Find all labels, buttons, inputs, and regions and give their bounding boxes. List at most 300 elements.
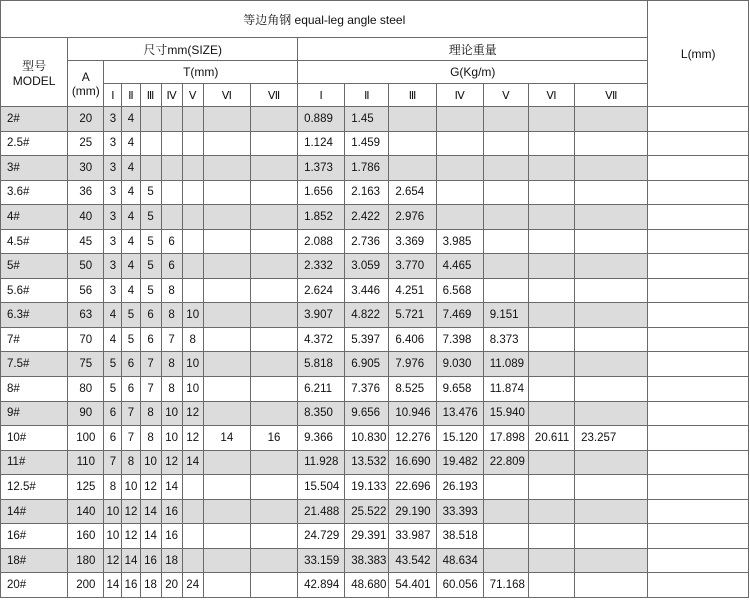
g-cell [575,254,648,279]
model-cell: 10# [1,426,68,451]
g-cell: 2.654 [389,180,436,205]
t-cell [182,156,203,181]
t-cell [182,107,203,132]
t-col-header-4: Ⅳ [161,84,182,107]
g-cell [483,278,528,303]
length-cell [648,352,749,377]
t-cell: 12 [140,475,161,500]
model-header-en: MODEL [12,73,56,88]
t-cell [182,524,203,549]
length-cell [648,254,749,279]
t-cell [203,156,250,181]
g-cell [528,107,574,132]
g-col-header-3: Ⅲ [389,84,436,107]
t-cell: 8 [140,401,161,426]
g-cell: 33.159 [298,548,345,573]
g-col-header-1: Ⅰ [298,84,345,107]
g-cell: 6.905 [345,352,389,377]
t-cell [250,254,297,279]
t-cell [161,131,182,156]
t-cell: 5 [140,205,161,230]
t-cell [203,303,250,328]
g-cell [528,352,574,377]
t-cell [203,254,250,279]
g-cell [575,401,648,426]
a-cell: 45 [68,229,104,254]
g-cell [436,131,483,156]
t-cell: 14 [122,548,140,573]
g-cell: 11.089 [483,352,528,377]
a-cell: 63 [68,303,104,328]
g-cell [575,327,648,352]
t-cell [203,548,250,573]
g-cell: 29.391 [345,524,389,549]
g-cell: 26.193 [436,475,483,500]
a-cell: 90 [68,401,104,426]
t-cell [250,303,297,328]
g-col-header-2: Ⅱ [345,84,389,107]
t-cell [250,352,297,377]
g-cell: 9.151 [483,303,528,328]
model-cell: 5.6# [1,278,68,303]
model-cell: 3.6# [1,180,68,205]
length-cell [648,450,749,475]
t-cell [203,499,250,524]
model-cell: 7# [1,327,68,352]
g-cell [575,499,648,524]
g-cell: 5.721 [389,303,436,328]
g-cell: 22.696 [389,475,436,500]
t-cell [182,205,203,230]
g-cell: 4.822 [345,303,389,328]
t-cell [203,401,250,426]
t-cell: 8 [104,475,122,500]
g-cell [483,475,528,500]
t-cell [182,278,203,303]
t-cell: 6 [104,401,122,426]
t-cell [250,499,297,524]
g-cell [528,131,574,156]
g-col-header-7: Ⅶ [575,84,648,107]
t-cell: 6 [122,352,140,377]
model-header [1,38,68,107]
t-cell: 4 [122,180,140,205]
t-cell [250,401,297,426]
g-col-header-5: Ⅴ [483,84,528,107]
g-header: G(Kg/m) [298,61,648,84]
t-cell: 16 [140,548,161,573]
t-cell: 3 [104,180,122,205]
g-cell: 1.459 [345,131,389,156]
g-cell: 33.987 [389,524,436,549]
t-cell: 7 [161,327,182,352]
t-cell: 6 [104,426,122,451]
g-cell: 43.542 [389,548,436,573]
t-cell: 5 [104,352,122,377]
g-cell: 19.133 [345,475,389,500]
a-cell: 80 [68,377,104,402]
g-cell [483,229,528,254]
t-cell: 7 [122,426,140,451]
t-cell [203,205,250,230]
t-cell: 14 [140,524,161,549]
t-cell: 8 [122,450,140,475]
g-cell [528,254,574,279]
t-cell [250,205,297,230]
t-cell: 4 [122,205,140,230]
t-cell: 10 [182,303,203,328]
model-cell: 12.5# [1,475,68,500]
table-row [1,229,749,254]
g-cell [528,548,574,573]
g-cell: 2.422 [345,205,389,230]
g-cell: 33.393 [436,499,483,524]
model-cell: 3# [1,156,68,181]
t-cell: 4 [122,156,140,181]
t-cell [203,377,250,402]
a-cell: 180 [68,548,104,573]
g-cell [483,205,528,230]
g-cell: 4.465 [436,254,483,279]
a-cell: 20 [68,107,104,132]
table-row [1,254,749,279]
g-cell [436,107,483,132]
g-cell: 29.190 [389,499,436,524]
a-header-label: A [81,69,90,84]
g-cell: 48.680 [345,573,389,598]
g-cell [575,524,648,549]
length-cell [648,180,749,205]
g-cell [389,131,436,156]
g-cell: 2.624 [298,278,345,303]
g-cell: 54.401 [389,573,436,598]
t-cell [140,131,161,156]
t-cell: 7 [140,352,161,377]
t-cell: 4 [122,131,140,156]
g-cell: 13.532 [345,450,389,475]
g-cell [575,278,648,303]
table-row [1,205,749,230]
t-cell [250,107,297,132]
g-cell: 2.976 [389,205,436,230]
t-cell: 5 [122,303,140,328]
t-cell [203,450,250,475]
model-cell: 11# [1,450,68,475]
length-cell [648,377,749,402]
table-row [1,499,749,524]
t-cell: 10 [182,377,203,402]
g-cell: 1.786 [345,156,389,181]
g-cell: 5.818 [298,352,345,377]
g-cell: 9.030 [436,352,483,377]
g-cell: 9.366 [298,426,345,451]
g-cell: 48.634 [436,548,483,573]
g-cell: 3.446 [345,278,389,303]
g-cell [528,180,574,205]
t-cell: 14 [203,426,250,451]
model-cell: 2# [1,107,68,132]
table-row [1,131,749,156]
t-cell: 5 [140,229,161,254]
length-cell [648,278,749,303]
g-cell [528,377,574,402]
length-cell [648,327,749,352]
weight-group-header: 理论重量 [298,38,648,61]
g-cell [575,450,648,475]
model-cell: 6.3# [1,303,68,328]
table-row [1,450,749,475]
a-cell: 40 [68,205,104,230]
model-cell: 4.5# [1,229,68,254]
g-cell: 8.525 [389,377,436,402]
t-cell: 10 [161,401,182,426]
model-cell: 20# [1,573,68,598]
table-row [1,156,749,181]
table-row [1,524,749,549]
t-cell: 3 [104,107,122,132]
g-cell [483,131,528,156]
t-cell [203,475,250,500]
t-cell: 12 [182,426,203,451]
t-cell: 3 [104,254,122,279]
t-cell [203,107,250,132]
t-cell: 16 [161,499,182,524]
g-cell [436,156,483,181]
g-cell: 11.928 [298,450,345,475]
g-cell: 23.257 [575,426,648,451]
t-cell [250,278,297,303]
g-cell: 5.397 [345,327,389,352]
g-cell: 2.736 [345,229,389,254]
t-cell: 6 [140,327,161,352]
g-cell: 60.056 [436,573,483,598]
g-cell [528,401,574,426]
t-cell: 20 [161,573,182,598]
model-cell: 16# [1,524,68,549]
t-cell: 14 [182,450,203,475]
table-row [1,327,749,352]
t-cell: 3 [104,229,122,254]
t-cell: 4 [122,254,140,279]
t-cell [250,524,297,549]
t-cell [140,156,161,181]
t-cell: 3 [104,156,122,181]
g-cell [575,303,648,328]
g-cell: 1.124 [298,131,345,156]
model-cell: 7.5# [1,352,68,377]
g-cell: 20.611 [528,426,574,451]
g-cell: 2.163 [345,180,389,205]
length-cell [648,475,749,500]
t-cell: 10 [104,499,122,524]
t-cell [182,499,203,524]
length-cell [648,107,749,132]
t-cell [182,131,203,156]
t-cell: 24 [182,573,203,598]
model-cell: 8# [1,377,68,402]
table-title: 等边角钢 equal-leg angle steel [1,1,648,38]
g-cell [528,327,574,352]
a-cell: 56 [68,278,104,303]
t-cell: 10 [140,450,161,475]
t-cell [250,475,297,500]
table-row [1,426,749,451]
t-cell: 8 [182,327,203,352]
t-cell [161,156,182,181]
model-header-cn: 型号 [22,58,47,73]
t-cell [250,229,297,254]
g-cell: 2.332 [298,254,345,279]
t-cell: 3 [104,131,122,156]
a-cell: 75 [68,352,104,377]
g-cell: 7.469 [436,303,483,328]
g-cell [575,107,648,132]
length-cell [648,131,749,156]
g-cell: 38.383 [345,548,389,573]
g-cell: 3.770 [389,254,436,279]
t-cell [250,131,297,156]
t-col-header-5: Ⅴ [182,84,203,107]
t-cell: 4 [122,229,140,254]
t-cell: 7 [122,401,140,426]
g-cell [528,278,574,303]
g-cell: 3.369 [389,229,436,254]
a-cell: 140 [68,499,104,524]
g-cell [528,450,574,475]
g-cell: 38.518 [436,524,483,549]
t-cell [203,327,250,352]
g-cell: 1.45 [345,107,389,132]
g-cell [575,205,648,230]
g-cell [528,573,574,598]
size-group-header: 尺寸mm(SIZE) [68,38,298,61]
t-cell: 5 [122,327,140,352]
model-cell: 18# [1,548,68,573]
t-cell: 7 [104,450,122,475]
table-row [1,107,749,132]
g-cell: 1.852 [298,205,345,230]
t-cell: 5 [140,278,161,303]
t-cell [203,352,250,377]
a-cell: 25 [68,131,104,156]
t-cell [250,548,297,573]
t-cell: 8 [140,426,161,451]
g-cell: 13.476 [436,401,483,426]
t-cell [182,475,203,500]
t-cell: 10 [104,524,122,549]
t-cell: 7 [140,377,161,402]
g-cell: 25.522 [345,499,389,524]
t-cell: 3 [104,278,122,303]
g-cell: 10.946 [389,401,436,426]
g-cell: 71.168 [483,573,528,598]
g-cell [575,377,648,402]
g-cell: 22.809 [483,450,528,475]
g-cell: 16.690 [389,450,436,475]
length-cell [648,401,749,426]
table-row [1,475,749,500]
length-cell [648,303,749,328]
t-cell: 16 [250,426,297,451]
g-cell: 6.406 [389,327,436,352]
g-cell [483,107,528,132]
g-cell: 21.488 [298,499,345,524]
t-cell: 5 [140,180,161,205]
t-col-header-2: Ⅱ [122,84,140,107]
table-row [1,352,749,377]
g-cell [575,548,648,573]
t-cell [250,180,297,205]
t-cell: 14 [104,573,122,598]
t-cell [140,107,161,132]
t-cell: 5 [140,254,161,279]
g-cell [575,131,648,156]
t-cell: 12 [122,524,140,549]
g-cell [483,524,528,549]
g-cell [483,254,528,279]
g-cell [436,205,483,230]
t-cell [250,450,297,475]
t-col-header-7: Ⅶ [250,84,297,107]
g-col-header-6: Ⅵ [528,84,574,107]
t-cell: 8 [161,303,182,328]
table-row [1,377,749,402]
a-cell: 110 [68,450,104,475]
t-cell: 4 [104,303,122,328]
g-cell: 7.976 [389,352,436,377]
t-cell: 12 [182,401,203,426]
g-cell [575,180,648,205]
model-cell: 9# [1,401,68,426]
g-cell: 15.504 [298,475,345,500]
g-cell: 24.729 [298,524,345,549]
t-cell: 6 [161,254,182,279]
g-cell [436,180,483,205]
t-cell: 12 [104,548,122,573]
t-header: T(mm) [104,61,298,84]
g-cell: 4.251 [389,278,436,303]
model-cell: 14# [1,499,68,524]
g-cell [575,229,648,254]
length-cell [648,548,749,573]
a-cell: 100 [68,426,104,451]
g-cell [483,180,528,205]
g-cell [528,156,574,181]
g-cell [575,475,648,500]
t-col-header-1: Ⅰ [104,84,122,107]
t-cell: 6 [161,229,182,254]
g-cell: 3.059 [345,254,389,279]
t-cell [250,377,297,402]
length-cell [648,426,749,451]
g-cell: 12.276 [389,426,436,451]
length-header: L(mm) [648,1,749,107]
length-cell [648,524,749,549]
t-cell [161,107,182,132]
g-cell [575,573,648,598]
t-cell: 10 [122,475,140,500]
t-cell: 6 [140,303,161,328]
t-cell [250,573,297,598]
length-cell [648,229,749,254]
model-cell: 5# [1,254,68,279]
a-header-unit: (mm) [71,83,100,98]
a-cell: 200 [68,573,104,598]
g-cell [483,499,528,524]
t-cell: 18 [140,573,161,598]
t-col-header-6: Ⅵ [203,84,250,107]
t-cell: 12 [122,499,140,524]
